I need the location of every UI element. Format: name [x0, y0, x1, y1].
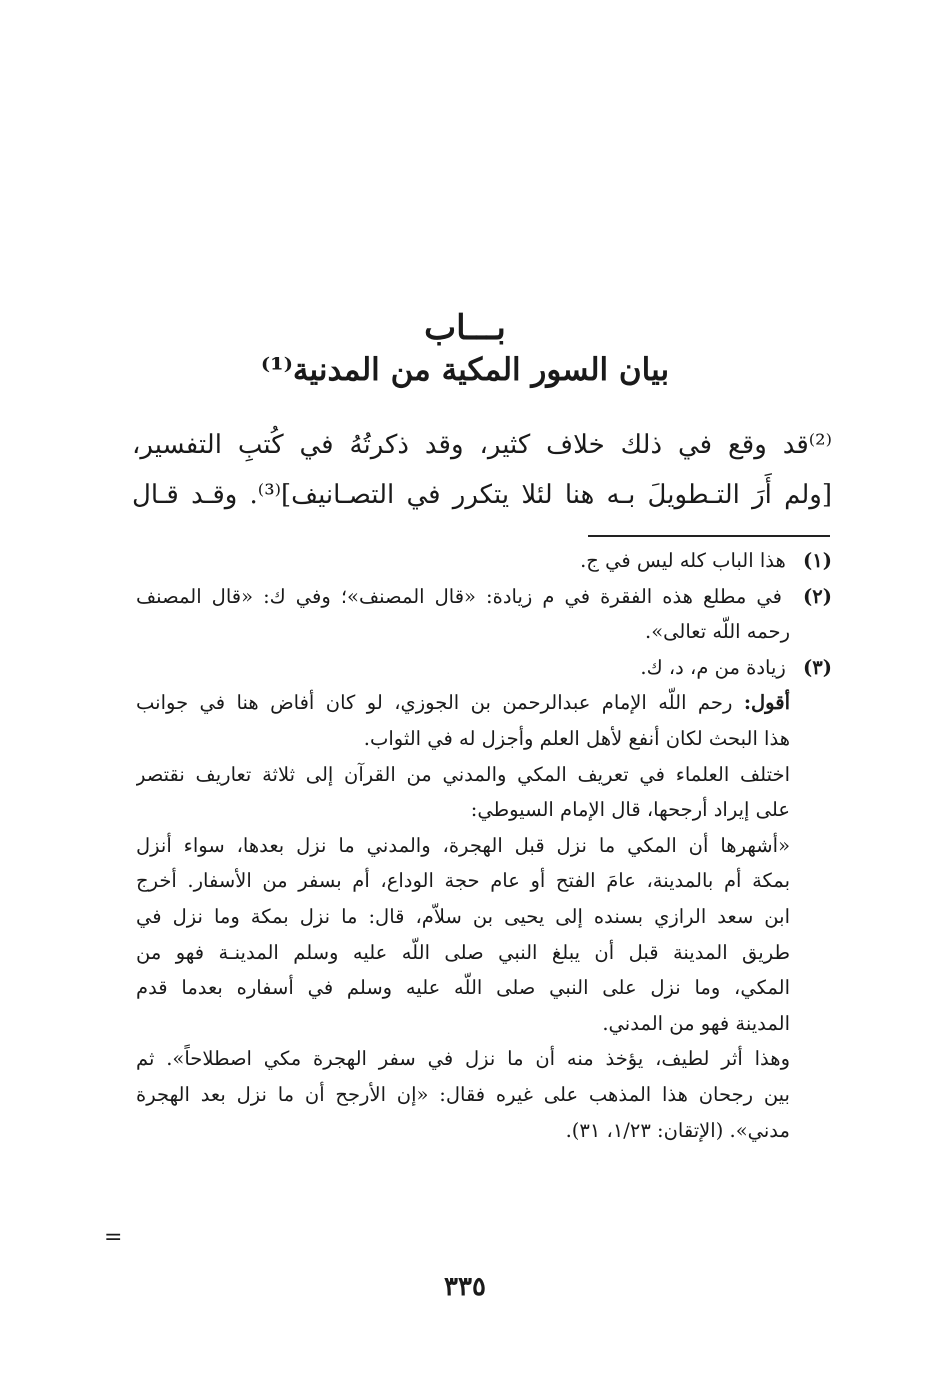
footnote-3-line: هذا البحث لكان أنفع لأهل العلم وأجزل له في الثواب. — [363, 726, 790, 750]
footnote-text: في مطلع هذه الفقرة في م زيادة: «قال المصنف»؛ وفي ك: «قال المصنف — [136, 584, 782, 608]
chapter-title: بيان السور المكية من المدنية⁽¹⁾ — [260, 352, 670, 388]
footnote-text: رحم اللّه الإمام عبدالرحمن بن الجوزي، لو كان أفاض هنا في جوانب — [136, 691, 744, 715]
main-text-line: ⁽²⁾قد وقع في ذلك خلاف كثير، وقد ذكرتُهُ في كُتبِ التفسير، — [132, 430, 832, 460]
footnote-3-line: بمكة أم بالمدينة، عامَ الفتح أو عام حجة الوداع، أم بسفر من الأسفار. أخرج — [136, 869, 790, 893]
footnote-number: (١) — [803, 549, 832, 572]
footnote-text: هذا الباب كله ليس في ج. — [580, 549, 786, 572]
footnote-2-continuation: رحمه اللّه تعالى». — [645, 620, 790, 644]
footnote-3-line: بين رجحان هذا المذهب على غيره فقال: «إن الأرجح أن ما نزل بعد الهجرة — [136, 1082, 790, 1106]
footnote-3-line: وهذا أثر لطيف، يؤخذ منه أن ما نزل في سفر الهجرة مكي اصطلاحاً». ثم — [136, 1047, 790, 1071]
footnote-number: (٢) — [803, 584, 832, 608]
footnote-divider — [588, 535, 830, 537]
footnote-text: زيادة من م، د، ك. — [640, 655, 786, 679]
footnotes — [136, 543, 832, 1148]
footnote-1 — [136, 543, 832, 579]
footnote-3-line: المكي، وما نزل على النبي صلى اللّه عليه وسلم في أسفاره بعدما قدم — [136, 976, 790, 1000]
footnote-3-line: اختلف العلماء في تعريف المكي والمدني من القرآن إلى ثلاثة تعاريف نقتصر — [136, 762, 790, 786]
footnote-2 — [136, 579, 832, 615]
chapter-label: بـــاب — [424, 308, 506, 348]
footnote-3-line: طريق المدينة قبل أن يبلغ النبي صلى اللّه عليه وسلم المدينـة فهو من — [136, 940, 790, 964]
page-number: ٣٣٥ — [444, 1272, 486, 1302]
footnote-3-line: ابن سعد الرازي بسنده إلى يحيى بن سلاّم، قال: ما نزل بمكة وما نزل في — [136, 904, 790, 928]
footnote-3-line: على إيراد أرجحها، قال الإمام السيوطي: — [470, 798, 790, 822]
footnote-3-line — [136, 685, 832, 721]
footnote-3-line: «أشهرها أن المكي ما نزل قبل الهجرة، والمدني ما نزل بعدها، سواء أنزل — [136, 833, 790, 857]
footnote-number: (٣) — [803, 655, 832, 679]
footnote-3-line: مدني». (الإتقان: ١/٢٣، ٣١). — [565, 1118, 790, 1142]
continuation-mark: = — [104, 1225, 123, 1250]
footnote-3-line: المدينة فهو من المدني. — [602, 1011, 790, 1035]
aqul-label: أقول: — [743, 691, 790, 715]
main-text — [132, 420, 832, 520]
footnote-3 — [136, 650, 832, 686]
main-text-line: [ولم أَرَ التـطويلَ بـه هنا لئلا يتكرر في التصـانيف]⁽³⁾. وقـد قـال — [132, 480, 832, 510]
